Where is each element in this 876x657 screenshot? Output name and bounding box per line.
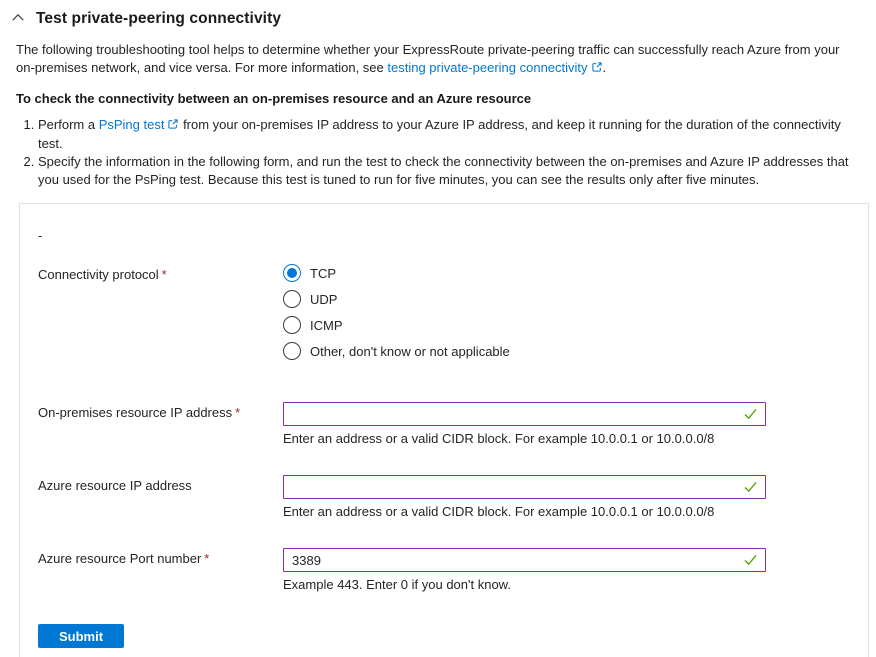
radio-label: TCP	[310, 265, 336, 281]
radio-label: Other, don't know or not applicable	[310, 343, 510, 359]
port-input[interactable]	[283, 548, 766, 572]
azure-ip-label-text: Azure resource IP address	[38, 478, 192, 493]
intro-text: The following troubleshooting tool helps to determine whether your ExpressRoute private-peering traffic can successfully reach Azure from your on-premises network, and vice versa. For more information, see	[16, 42, 840, 75]
collapse-section-button[interactable]	[9, 9, 27, 28]
connectivity-test-form	[19, 203, 869, 657]
required-indicator: *	[204, 551, 210, 566]
external-link-icon	[167, 117, 179, 135]
testing-connectivity-link[interactable]: testing private-peering connectivity	[387, 60, 588, 75]
step-1-text-end: from your on-premises IP address to your Azure IP address, and keep it running for the duration of the connectivity test.	[38, 117, 841, 151]
radio-button[interactable]	[283, 290, 301, 308]
required-indicator: *	[235, 405, 241, 420]
azure-ip-row	[20, 475, 868, 520]
radio-button-selected[interactable]	[283, 264, 301, 282]
radio-button[interactable]	[283, 342, 301, 360]
radio-button[interactable]	[283, 316, 301, 334]
azure-ip-label	[38, 475, 283, 493]
protocol-radio-group	[283, 264, 510, 360]
radio-option-icmp[interactable]	[283, 316, 510, 334]
port-field	[283, 548, 766, 593]
step-2	[38, 153, 856, 188]
port-hint: Example 443. Enter 0 if you don't know.	[283, 577, 511, 592]
onprem-ip-label	[38, 402, 283, 420]
azure-ip-input[interactable]	[283, 475, 766, 499]
protocol-row	[20, 264, 868, 360]
protocol-label	[38, 264, 283, 282]
required-indicator: *	[161, 267, 167, 282]
radio-option-udp[interactable]	[283, 290, 510, 308]
instructions-subheading: To check the connectivity between an on-premises resource and an Azure resource	[16, 91, 532, 106]
external-link-icon	[591, 60, 603, 78]
radio-label: UDP	[310, 291, 338, 307]
onprem-ip-label-text: On-premises resource IP address	[38, 405, 233, 420]
radio-option-other[interactable]	[283, 342, 510, 360]
page-title: Test private-peering connectivity	[36, 9, 282, 27]
onprem-ip-field	[283, 402, 766, 447]
instruction-steps	[20, 116, 856, 188]
section-header	[0, 0, 876, 28]
intro-paragraph	[16, 41, 852, 78]
submit-button[interactable]: Submit	[38, 624, 124, 648]
radio-option-tcp[interactable]	[283, 264, 510, 282]
intro-text-end: .	[602, 60, 607, 75]
onprem-ip-input[interactable]	[283, 402, 766, 426]
port-label	[38, 548, 283, 566]
step-1	[38, 116, 856, 152]
form-dash: -	[38, 228, 43, 243]
step-1-text: Perform a	[38, 117, 99, 132]
step-2-text: Specify the information in the following form, and run the test to check the connectivity between the on-premises and Azure IP addresses that you used for the PsPing test. Because this test is tuned to run for five minutes, you can see the results only after five minutes.	[38, 154, 849, 187]
port-label-text: Azure resource Port number	[38, 551, 202, 566]
onprem-ip-row	[20, 402, 868, 447]
psping-test-link[interactable]: PsPing test	[98, 117, 165, 132]
chevron-up-icon	[11, 11, 25, 26]
radio-label: ICMP	[310, 317, 343, 333]
port-row	[20, 548, 868, 593]
onprem-ip-hint: Enter an address or a valid CIDR block. For example 10.0.0.1 or 10.0.0.0/8	[283, 431, 715, 446]
azure-ip-field	[283, 475, 766, 520]
protocol-label-text: Connectivity protocol	[38, 267, 159, 282]
azure-ip-hint: Enter an address or a valid CIDR block. For example 10.0.0.1 or 10.0.0.0/8	[283, 504, 715, 519]
